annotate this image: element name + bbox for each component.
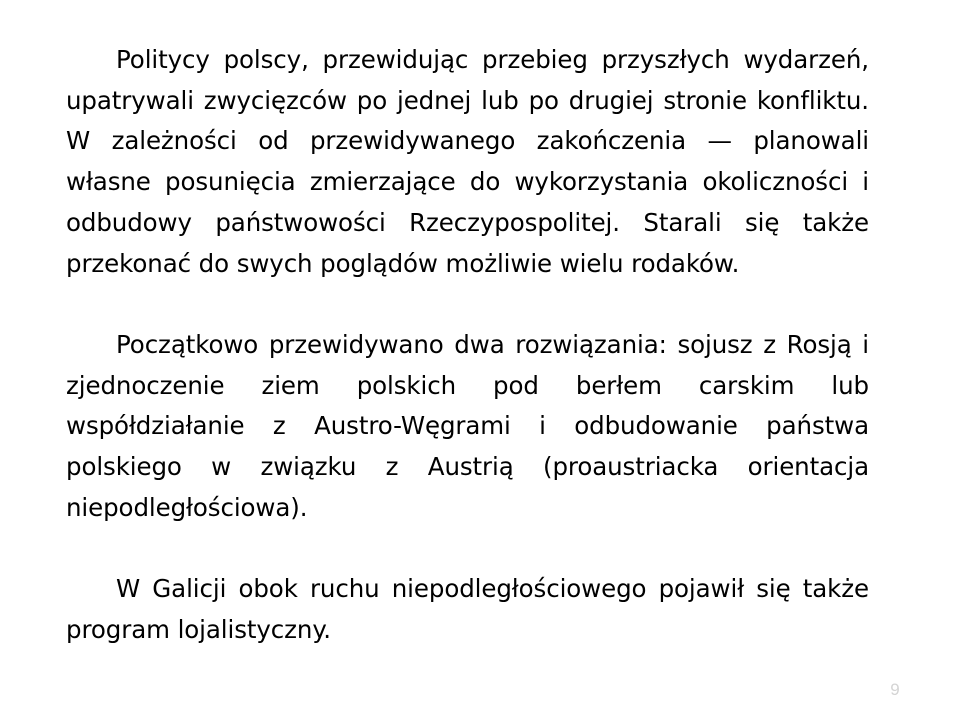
page-number: 9 [890,680,900,699]
text-body [66,40,869,651]
paragraph-1: Politycy polscy, przewidując przebieg przyszłych wydarzeń, upatrywali zwycięzców po jednej lub po drugiej stronie konfliktu. W zależności od przewidywanego zakończenia — planowali własne posunięcia zmierzające do wykorzystania okoliczności i odbudowy państwowości Rzeczypospolitej. Starali się także przekonać do swych poglądów możliwie wielu rodaków. [66,45,869,278]
paragraph-3: W Galicji obok ruchu niepodległościowego pojawił się także program lojalistyczny. [66,574,869,644]
paragraph-2: Początkowo przewidywano dwa rozwiązania: sojusz z Rosją i zjednoczenie ziem polskich pod berłem carskim lub współdziałanie z Austro-Węgrami i odbudowanie państwa polskiego w związku z Austrią (proaustriacka orientacja niepodległościowa). [66,329,869,522]
